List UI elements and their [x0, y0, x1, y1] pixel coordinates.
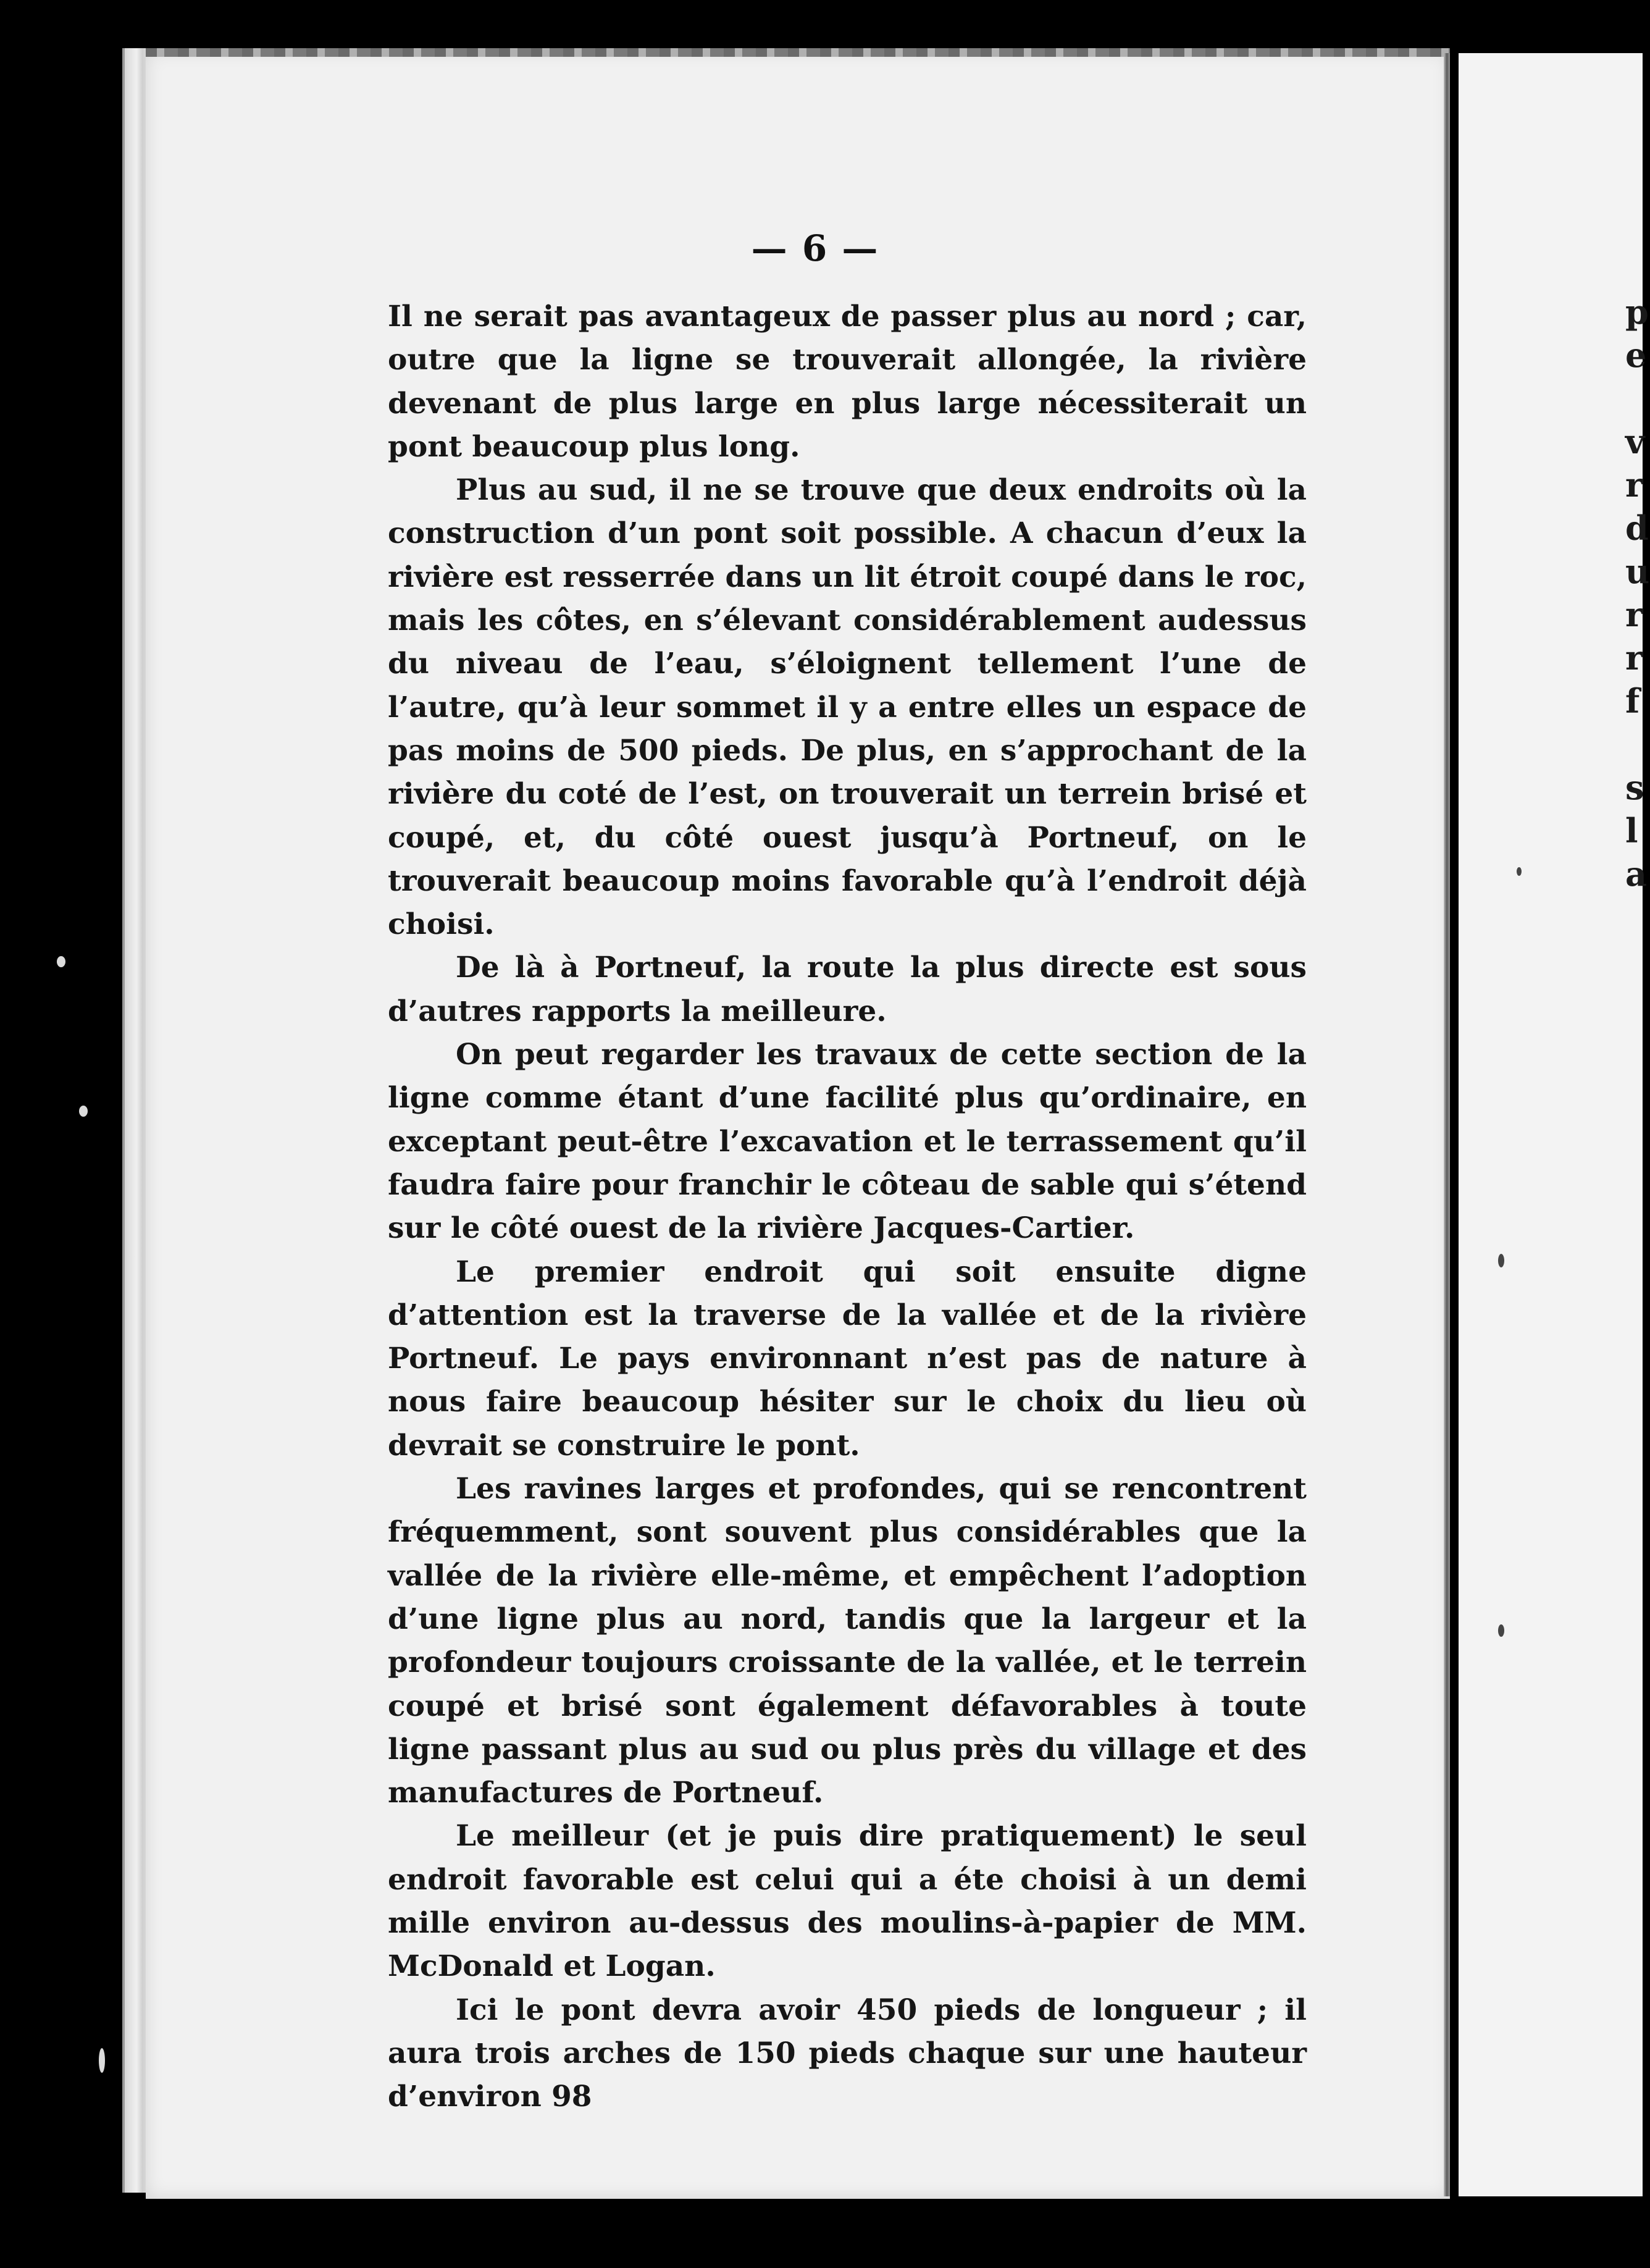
dust-speck	[79, 1106, 88, 1117]
paragraph-6: Les ravines larges et profondes, qui se rencontrent fréquemment, sont souvent plus considérables que la vallée de la rivière elle-même, et empêchent l’adoption d’une ligne plus au nord, tandis que la largeur et la profondeur toujours croissante de la vallée, et le terrein coupé et brisé sont également défavorables à toute ligne passant plus au sud ou plus près du village et des manufactures de Portneuf.	[388, 1472, 1307, 1810]
fragment: d	[1625, 508, 1649, 548]
dust-speck	[1498, 1624, 1504, 1637]
dust-speck	[99, 2048, 105, 2073]
book-gutter	[1444, 53, 1450, 2196]
fragment: v	[1625, 422, 1645, 461]
fragment	[1625, 723, 1650, 766]
paragraph-2: Plus au sud, il ne se trouve que deux endroits où la construction d’un pont soit possible. A chacun d’eux la rivière est resserrée dans un lit étroit coupé dans le roc, mais les côtes, en s’élevant considérablement audessus du niveau de l’eau, s’éloignent tellement l’une de l’autre, qu’à leur sommet il y a entre elles un espace de pas moins de 500 pieds. De plus, en s’approchant de la rivière du coté de l’est, on trouverait un terrein brisé et coupé, et, du côté ouest jusqu’à Portneuf, on le trouverait beaucoup moins favorable qu’à l’endroit déjà choisi.	[388, 473, 1307, 942]
dust-speck	[1498, 1254, 1504, 1267]
fragment: r	[1625, 638, 1643, 678]
paragraph-4: On peut regarder les travaux de cette section de la ligne comme étant d’une facilité plus qu’ordinaire, en exceptant peut-être l’excavation et le terrassement qu’il faudra faire pour franchir le côteau de sable qui s’étend sur le côté ouest de la rivière Jacques-Cartier.	[388, 1038, 1307, 1246]
fragment: f	[1625, 681, 1640, 721]
right-page	[1459, 53, 1643, 2196]
page-top-edge	[146, 48, 1450, 57]
dust-speck	[57, 956, 65, 967]
paragraph-1: Il ne serait pas avantageux de passer plus au nord ; car, outre que la ligne se trouverait allongée, la rivière devenant de plus large en plus large nécessiterait un pont beaucoup plus long.	[388, 300, 1307, 464]
fragment: u	[1625, 552, 1650, 591]
fragment: a	[1625, 854, 1647, 894]
fragment: r	[1625, 465, 1643, 505]
paragraph-8: Ici le pont devra avoir 450 pieds de longueur ; il aura trois arches de 150 pieds chaque sur une hauteur d’environ 98	[388, 1993, 1307, 2114]
fragment: p	[1625, 292, 1649, 332]
page-number-text: — 6 —	[751, 227, 879, 269]
fragment: r	[1625, 595, 1643, 634]
paragraph-5: Le premier endroit qui soit ensuite digne d’attention est la traverse de la vallée et de la rivière Portneuf. Le pays environnant n’est pas de nature à nous faire beaucoup hésiter sur le choix du lieu où devrait se construire le pont.	[388, 1254, 1307, 1463]
fragment	[1625, 377, 1650, 420]
page-number	[0, 227, 1643, 269]
dust-speck	[1517, 867, 1522, 876]
fragment: s	[1625, 768, 1644, 807]
fragment: l	[1625, 811, 1638, 850]
right-page-cut-text	[1625, 290, 1650, 896]
fragment: e	[1625, 335, 1647, 375]
paragraph-3: De là à Portneuf, la route la plus directe est sous d’autres rapports la meilleure.	[388, 951, 1307, 1028]
body-text	[388, 295, 1307, 2119]
paragraph-7: Le meilleur (et je puis dire pratiquement) le seul endroit favorable est celui qui a éte choisi à un demi mille environ au-dessus des moulins-à-papier de MM. McDonald et Logan.	[388, 1819, 1307, 1984]
